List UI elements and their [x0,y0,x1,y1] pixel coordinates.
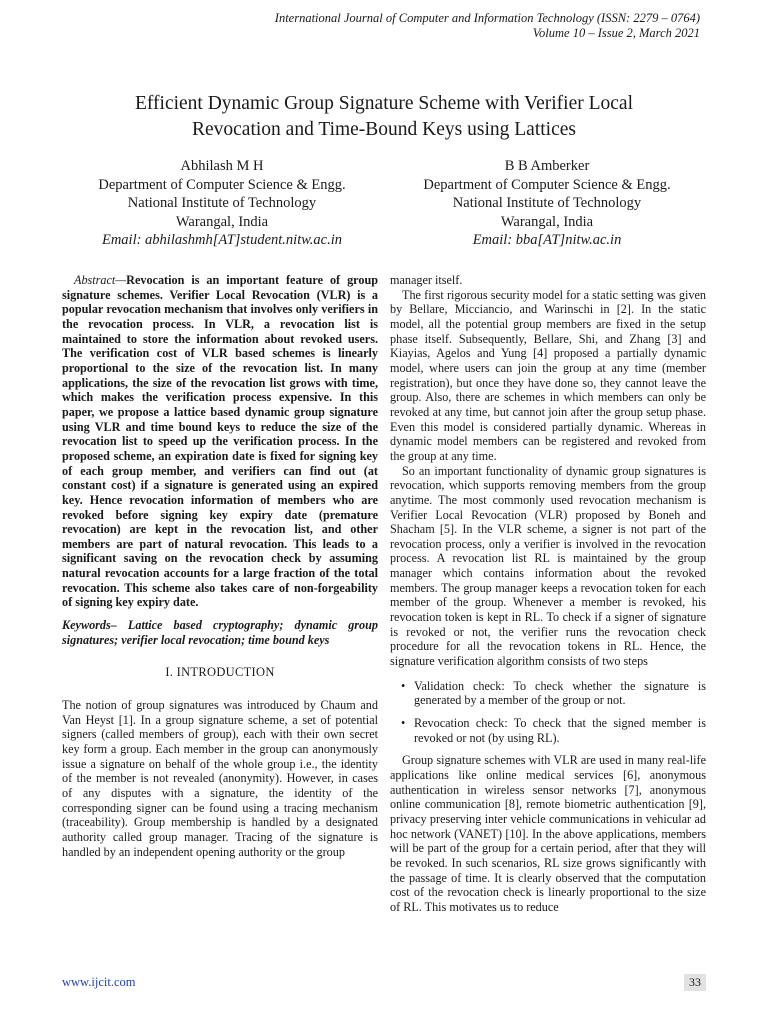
author-institution: National Institute of Technology [127,195,317,211]
author-block-2 [387,157,707,250]
author-email: Email: bba[AT]nitw.ac.in [472,232,622,248]
author-location: Warangal, India [500,213,594,230]
paragraph-security-models: The first rigorous security model for a static setting was given by Bellare, Micciancio, and Warinschi in [2]. In the static model, all the potential group members are fixed in the setup phase itself. Subsequently, Bellare, Shi, and Zhang [3] and Kiayias, Agelos and Yung [4] proposed a partially dynamic model, where users can join the group at any time (member registration), but once they have done so, they cannot leave the group. Also, there are schemes in which members can only be revoked at any time, but cannot join after the group setup phase. Even this model is considered partially dynamic. Whereas in dynamic model members can be registered and revoked from the group at any time. [390,287,706,463]
paragraph-continuation: manager itself. [390,273,463,287]
list-item: • Validation check: To check whether the signature is generated by a member of the group or not. [414,679,706,708]
journal-volume: Volume 10 – Issue 2, March 2021 [532,26,700,40]
author-name: Abhilash M H [180,158,264,174]
author-name: B B Amberker [504,158,590,174]
list-item: • Revocation check: To check that the signed member is revoked or not (by using RL). [414,716,706,745]
author-email: Email: abhilashmh[AT]student.nitw.ac.in [101,232,343,248]
abstract-label: Abstract— [74,273,127,287]
abstract-text: Revocation is an important feature of group signature schemes. Verifier Local Revocation (VLR) is a popular revocation mechanism that involves only verifiers in the revocation process. In VLR, a revocation list is maintained to store the information about revoked users. The verification cost of VLR based schemes is linearly proportional to the size of the revocation list. In many applications, the size of the revocation list grows with time, which makes the verification process expensive. In this paper, we propose a lattice based dynamic group signature using VLR and time bound keys to reduce the size of the revocation list to speed up the verification process. In the proposed scheme, an expiration date is fixed for signing key of each group member, and verifiers can find out (at constant cost) if a signature is generated using an expired key. Hence revocation information of members who are revoked before signing key expiry date (premature revocation) are kept in the revocation list, and other members are part of natural revocation. This leads to a significant saving on the revocation check by assuming natural revocation accounts for a large fraction of the total revocation. This scheme also takes care of non-forgeability of signing key expiry date. [62,273,378,610]
intro-paragraph: The notion of group signatures was introduced by Chaum and Van Heyst [1]. In a group signature scheme, a set of potential signers (called members of group), each with their own secret key form a group. Each member in the group can anonymously issue a signature on behalf of the whole group i.e., the identity of the member is not revealed (anonymity). However, in cases of any disputes with a signature, the identity of the corresponding signer can be found using a tracing mechanism (traceability). Group membership is handled by a designated authority called group manager. Tracing of the signature is handled by an independent opening authority or the group [62,698,378,859]
author-block-1 [62,157,382,250]
keywords: Keywords– Lattice based cryptography; dynamic group signatures; verifier local revocation; time bound keys [62,618,378,647]
right-column [390,273,706,915]
journal-website-link[interactable]: www.ijcit.com [62,975,136,989]
left-column [62,273,378,859]
section-heading-introduction: I. INTRODUCTION [165,665,275,680]
journal-header [275,11,700,41]
paragraph-applications: Group signature schemes with VLR are used in many real-life applications like online medical services [6], anonymous authentication in wireless sensor networks [7], anonymous online communication [8], remote biometric authentication [9], privacy preserving inter vehicle communications in vehicular ad hoc network (VANET) [10]. In the above applications, members will be part of the group for a certain period, after that they will be revoked. In such scenarios, RL size grows significantly with the passage of time. It is clearly observed that the computation cost of the revocation check is linearly proportional to the size of RL. This motivates us to reduce [390,753,706,914]
author-department: Department of Computer Science & Engg. [98,176,346,193]
page-number: 33 [684,974,706,991]
verification-steps-list [390,679,706,746]
paper-title: Efficient Dynamic Group Signature Scheme with Verifier Local Revocation and Time-Bound Keys using Lattices [134,93,633,140]
author-location: Warangal, India [175,213,269,230]
journal-name: International Journal of Computer and Information Technology (ISSN: 2279 – 0764) [274,11,700,25]
author-department: Department of Computer Science & Engg. [423,176,671,193]
author-institution: National Institute of Technology [452,195,642,211]
paragraph-revocation: So an important functionality of dynamic group signatures is revocation, which supports removing members from the group anytime. The most commonly used revocation mechanism is Verifier Local Revocation (VLR) proposed by Boneh and Shacham [5]. In the VLR scheme, a signer is not part of the revocation process, only a verifier is involved in the revocation process. A revocation list RL is maintained by the group manager which contains information about the revoked members. The group manager keeps a revocation token for each member of the group. Whenever a member is revoked, his revocation token is kept in RL. To check if a signer of signature is revoked or not, the verifier runs the revocation check procedure for all the revocation tokens in RL. Hence, the signature verification algorithm consists of two steps [390,463,706,669]
abstract [62,273,378,610]
